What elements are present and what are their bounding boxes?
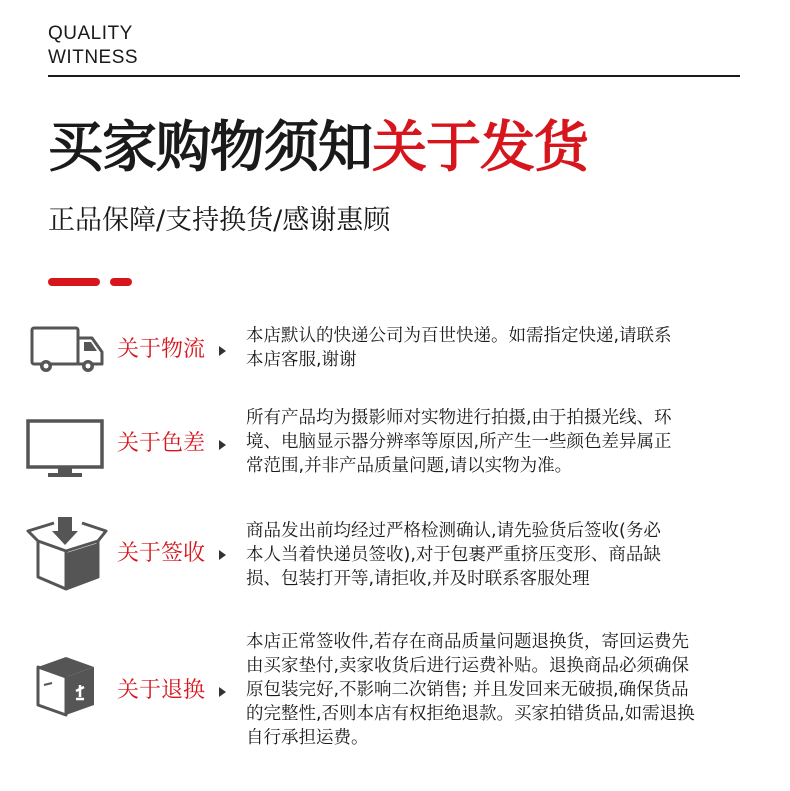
- desc-line: 由买家垫付,卖家收货后进行运费补贴。退换商品必须确保: [246, 656, 690, 676]
- triangle-arrow-icon: [219, 550, 226, 560]
- desc-line: 境、电脑显示器分辨率等原因,所产生一些颜色差异属正: [246, 432, 672, 452]
- brand-text: [48, 22, 138, 70]
- title-black: 买家购物须知: [48, 115, 373, 179]
- package-inbound-icon: [24, 511, 108, 595]
- brand-line-1: QUALITY: [48, 23, 133, 44]
- accent-bar-long: [48, 278, 100, 286]
- desc-line: 的完整性,否则本店有权拒绝退款。买家拍错货品,如需退换: [246, 704, 695, 724]
- triangle-arrow-icon: [219, 440, 226, 450]
- desc-line: 原包装完好,不影响二次销售; 并且发回来无破损,确保货品: [246, 680, 689, 700]
- header-divider: [48, 75, 740, 77]
- brand-line-2: WITNESS: [48, 47, 139, 68]
- item-desc-logistics: [246, 324, 736, 372]
- page-title: [48, 112, 588, 182]
- triangle-arrow-icon: [219, 687, 226, 697]
- monitor-icon: [24, 409, 108, 493]
- page-subtitle: 正品保障/支持换货/感谢惠顾: [48, 205, 391, 236]
- title-red: 关于发货: [372, 115, 589, 179]
- accent-bar-short: [110, 278, 132, 286]
- desc-line: 自行承担运费。: [246, 728, 369, 748]
- desc-line: 本人当着快递员签收),对于包裹严重挤压变形、商品缺: [246, 545, 661, 565]
- item-label-color: 关于色差: [117, 431, 206, 456]
- item-label-returns: 关于退换: [117, 678, 206, 703]
- desc-line: 所有产品均为摄影师对实物进行拍摄,由于拍摄光线、环: [246, 408, 672, 428]
- desc-line: 本店客服,谢谢: [246, 350, 357, 370]
- return-box-icon: [24, 649, 108, 733]
- delivery-truck-icon: [24, 316, 108, 400]
- triangle-arrow-icon: [219, 346, 226, 356]
- desc-line: 商品发出前均经过严格检测确认,请先验货后签收(务必: [246, 521, 661, 541]
- desc-line: 损、包装打开等,请拒收,并及时联系客服处理: [246, 569, 590, 589]
- item-desc-returns: [246, 630, 736, 750]
- item-desc-signing: [246, 519, 736, 591]
- item-desc-color: [246, 406, 736, 478]
- desc-line: 常范围,并非产品质量问题,请以实物为准。: [246, 456, 573, 476]
- desc-line: 本店默认的快递公司为百世快递。如需指定快递,请联系: [246, 326, 672, 346]
- desc-line: 本店正常签收件,若存在商品质量问题退换货，寄回运费先: [246, 632, 690, 652]
- item-label-signing: 关于签收: [117, 541, 206, 566]
- item-label-logistics: 关于物流: [117, 337, 206, 362]
